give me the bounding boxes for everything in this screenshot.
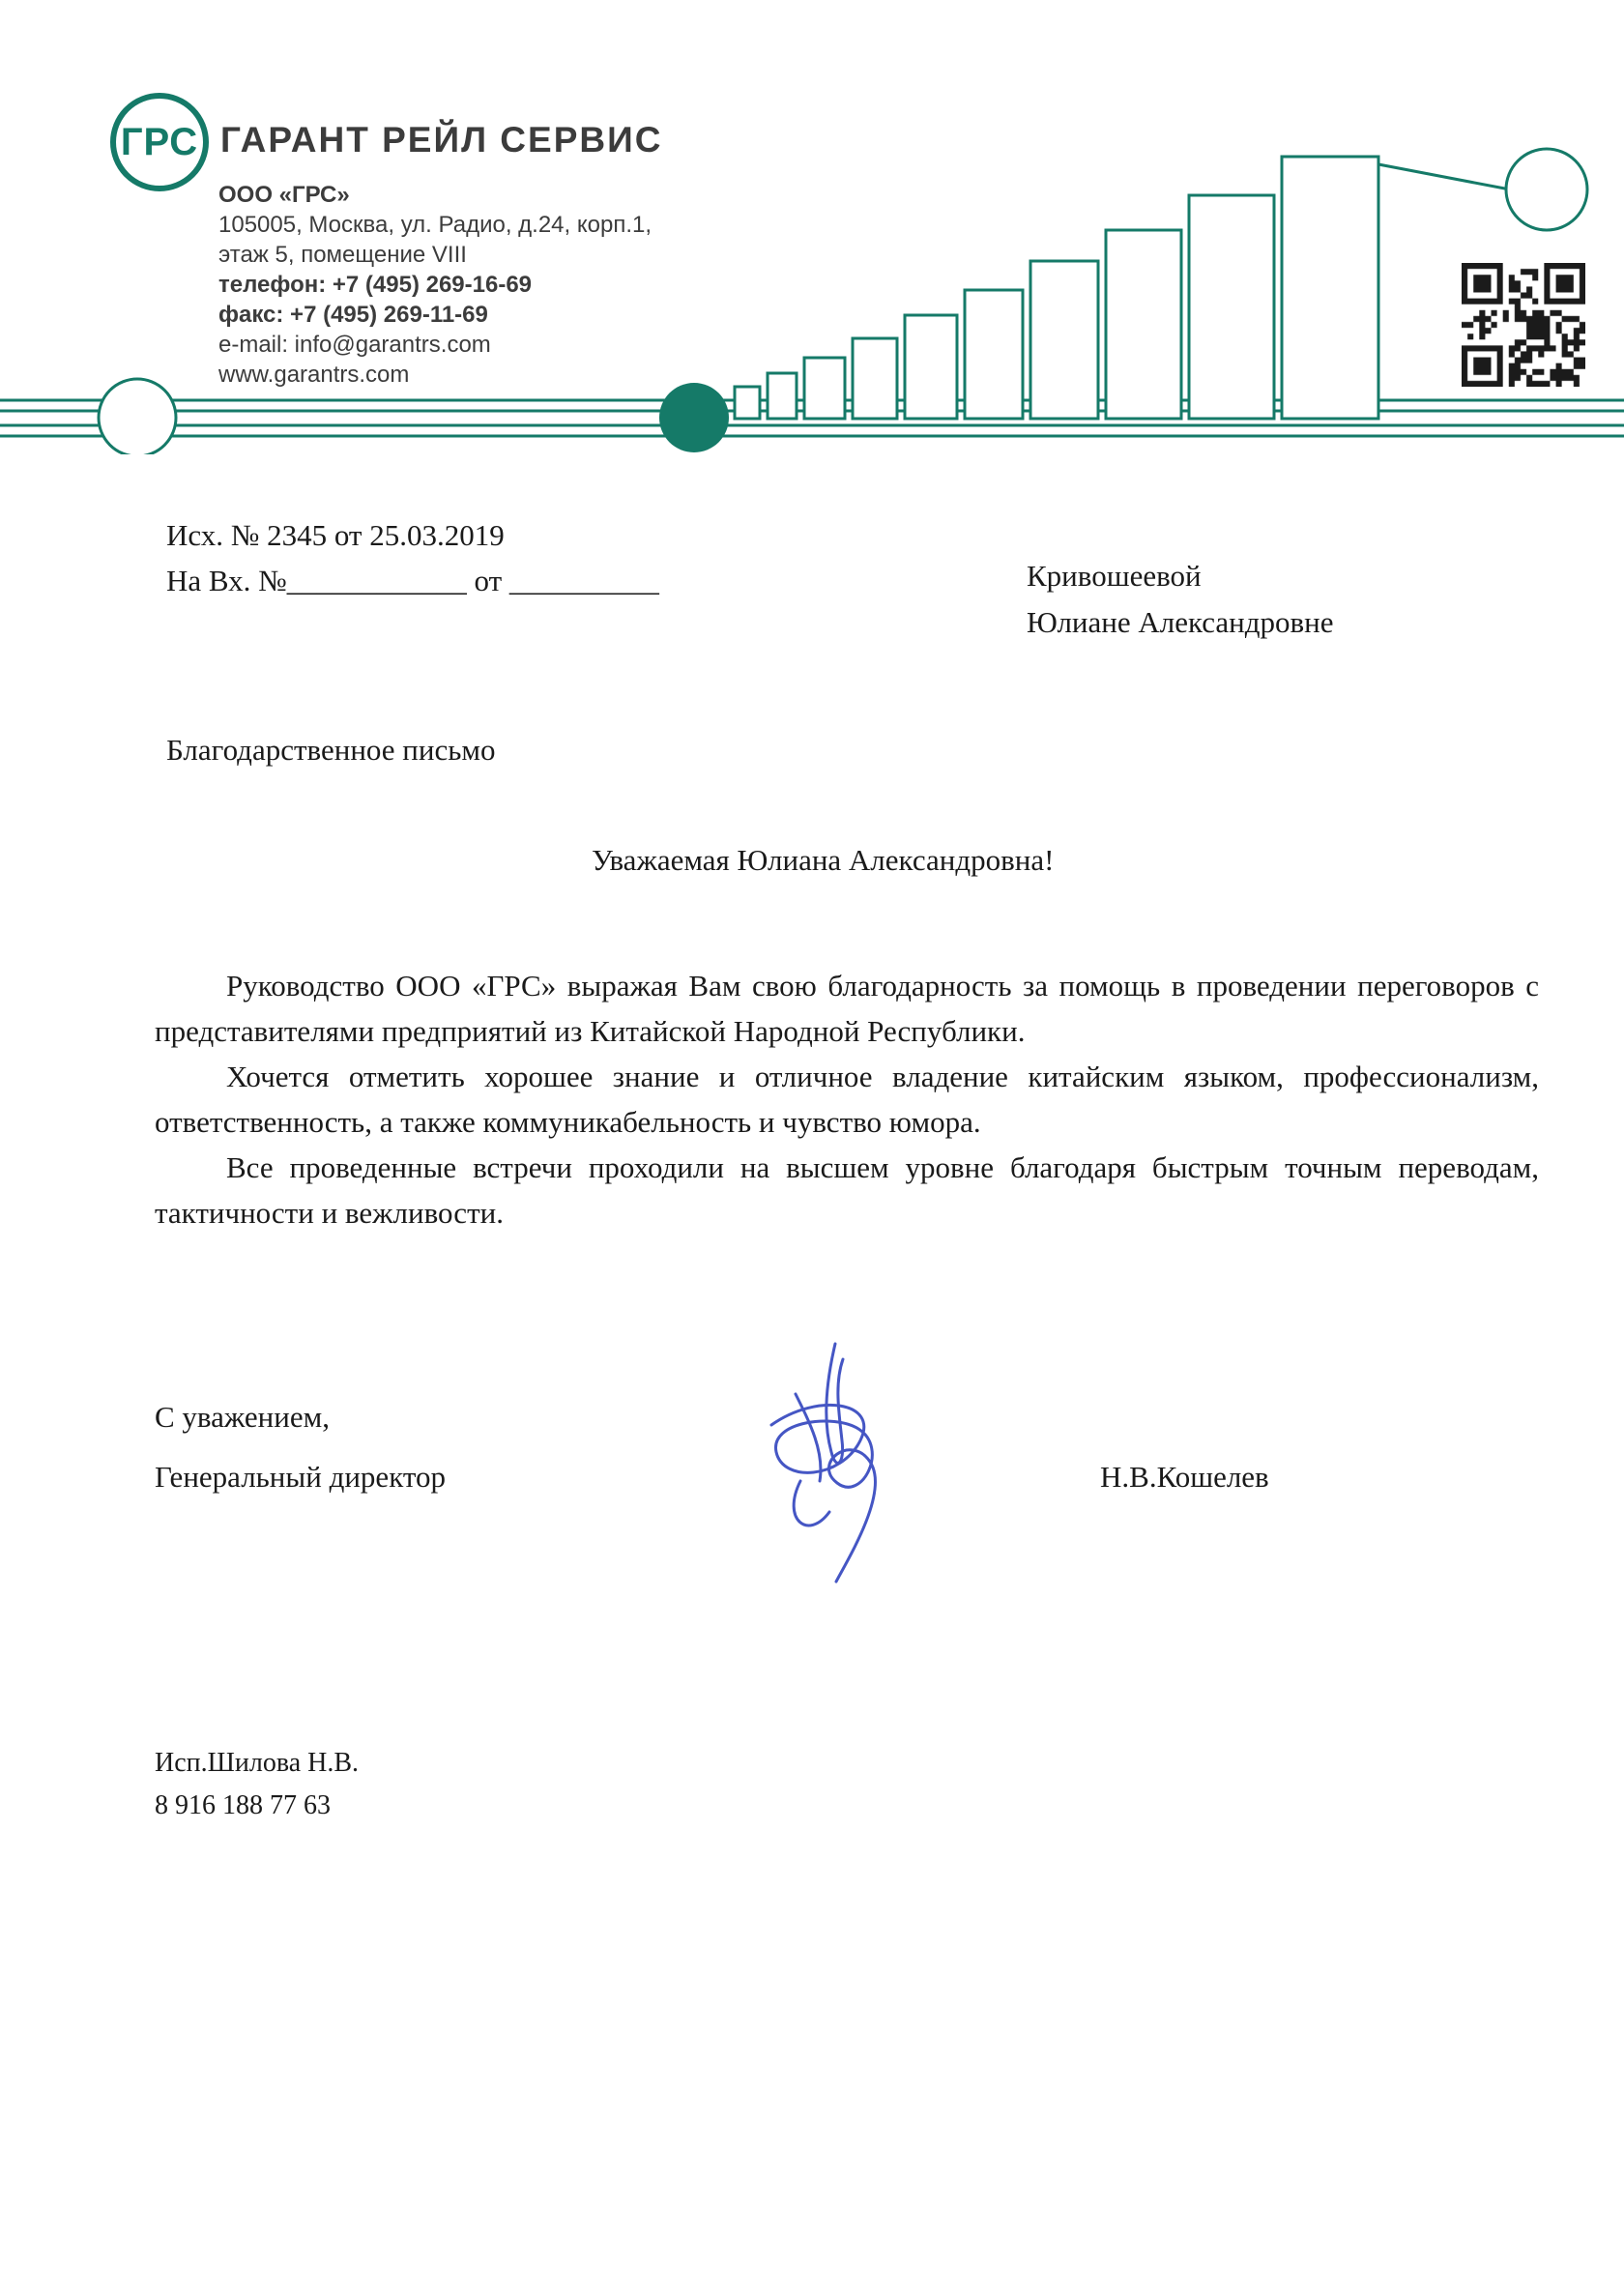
contact-line-website: www.garantrs.com [218, 362, 410, 388]
salutation: Уважаемая Юлиана Александровна! [592, 843, 1055, 877]
company-name: ГАРАНТ РЕЙЛ СЕРВИС [220, 120, 663, 160]
qr-code [1462, 263, 1585, 387]
company-logo-text: ГРС [120, 120, 199, 163]
decor-skyline [735, 157, 1378, 419]
decor-circle-right [1506, 149, 1587, 230]
incoming-ref: На Вх. №____________ от __________ [166, 564, 659, 597]
letter-body [155, 963, 1539, 1235]
recipient-block [1027, 553, 1334, 646]
outgoing-ref: Исх. № 2345 от 25.03.2019 [166, 518, 505, 552]
contact-line-phone: телефон: +7 (495) 269-16-69 [218, 272, 533, 298]
letter-subject: Благодарственное письмо [166, 733, 496, 767]
signer-name: Н.В.Кошелев [1100, 1460, 1269, 1494]
executor-name: Исп.Шилова Н.В. [155, 1748, 360, 1778]
executor-phone: 8 916 188 77 63 [155, 1790, 331, 1820]
contact-line-email: e-mail: info@garantrs.com [218, 332, 491, 358]
contact-line-fax: факс: +7 (495) 269-11-69 [218, 302, 488, 328]
signoff-regards: С уважением, [155, 1400, 330, 1434]
contact-block [218, 180, 652, 390]
paragraph-1: Руководство ООО «ГРС» выражая Вам свою благодарность за помощь в проведении переговоров с представителями предприятий из Китайской Народной Республики. [155, 969, 1539, 1048]
recipient-surname: Кривошеевой [1027, 559, 1202, 593]
signoff-title: Генеральный директор [155, 1460, 446, 1494]
paragraph-2: Хочется отметить хорошее знание и отличное владение китайским языком, профессионализм, ответственность, а также коммуникабельность и чувство юмора. [155, 1060, 1539, 1139]
decor-circle-left [99, 379, 176, 454]
contact-line-address: 105005, Москва, ул. Радио, д.24, корп.1, [218, 212, 652, 238]
contact-line-company: ООО «ГРС» [218, 182, 350, 208]
company-logo [110, 93, 209, 191]
reference-block [166, 512, 659, 603]
paragraph-3: Все проведенные встречи проходили на высшем уровне благодаря быстрым точным переводам, тактичности и вежливости. [155, 1150, 1539, 1230]
signature-scribble [742, 1336, 945, 1587]
contact-line-floor: этаж 5, помещение VIII [218, 242, 467, 268]
decor-circle-filled [659, 383, 729, 452]
recipient-name: Юлиане Александровне [1027, 605, 1334, 639]
